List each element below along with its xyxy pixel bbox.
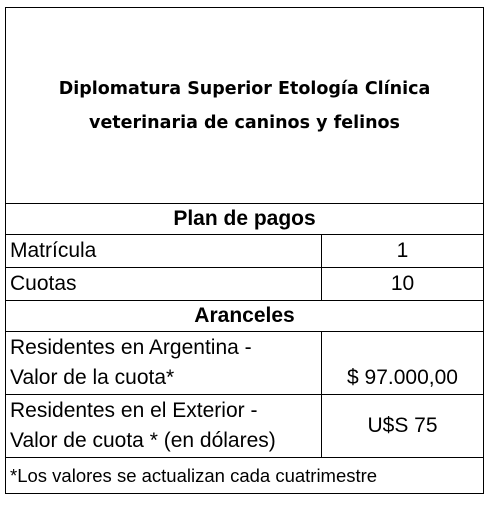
pricing-sheet	[5, 7, 483, 501]
footnote: *Los valores se actualizan cada cuatrimestre	[6, 458, 484, 494]
table-row-matricula	[6, 235, 484, 268]
residentes-exterior-label-line-2: Valor de cuota * (en dólares)	[10, 429, 276, 452]
title-row	[6, 8, 484, 204]
plan-heading-row	[6, 204, 484, 235]
program-title-line-1: Diplomatura Superior Etología Clínica	[58, 78, 431, 99]
aranceles-heading-row	[6, 301, 484, 332]
matricula-label: Matrícula	[6, 235, 322, 268]
pricing-table	[5, 7, 484, 494]
footnote-row	[6, 458, 484, 494]
matricula-value: 1	[322, 235, 484, 268]
residentes-exterior-label-line-1: Residentes en el Exterior -	[10, 399, 258, 422]
title-cell	[6, 8, 484, 204]
program-title-line-2: veterinaria de caninos y felinos	[89, 112, 400, 133]
plan-de-pagos-heading: Plan de pagos	[6, 204, 484, 235]
residentes-argentina-value: $ 97.000,00	[322, 332, 484, 395]
residentes-exterior-label	[6, 395, 322, 458]
table-row-residentes-argentina	[6, 332, 484, 395]
residentes-argentina-label-line-1: Residentes en Argentina -	[10, 336, 252, 359]
table-row-cuotas	[6, 268, 484, 301]
residentes-argentina-label	[6, 332, 322, 395]
cuotas-value: 10	[322, 268, 484, 301]
aranceles-heading: Aranceles	[6, 301, 484, 332]
table-row-residentes-exterior	[6, 395, 484, 458]
residentes-exterior-value: U$S 75	[322, 395, 484, 458]
cuotas-label: Cuotas	[6, 268, 322, 301]
residentes-argentina-label-line-2: Valor de la cuota*	[10, 366, 175, 389]
